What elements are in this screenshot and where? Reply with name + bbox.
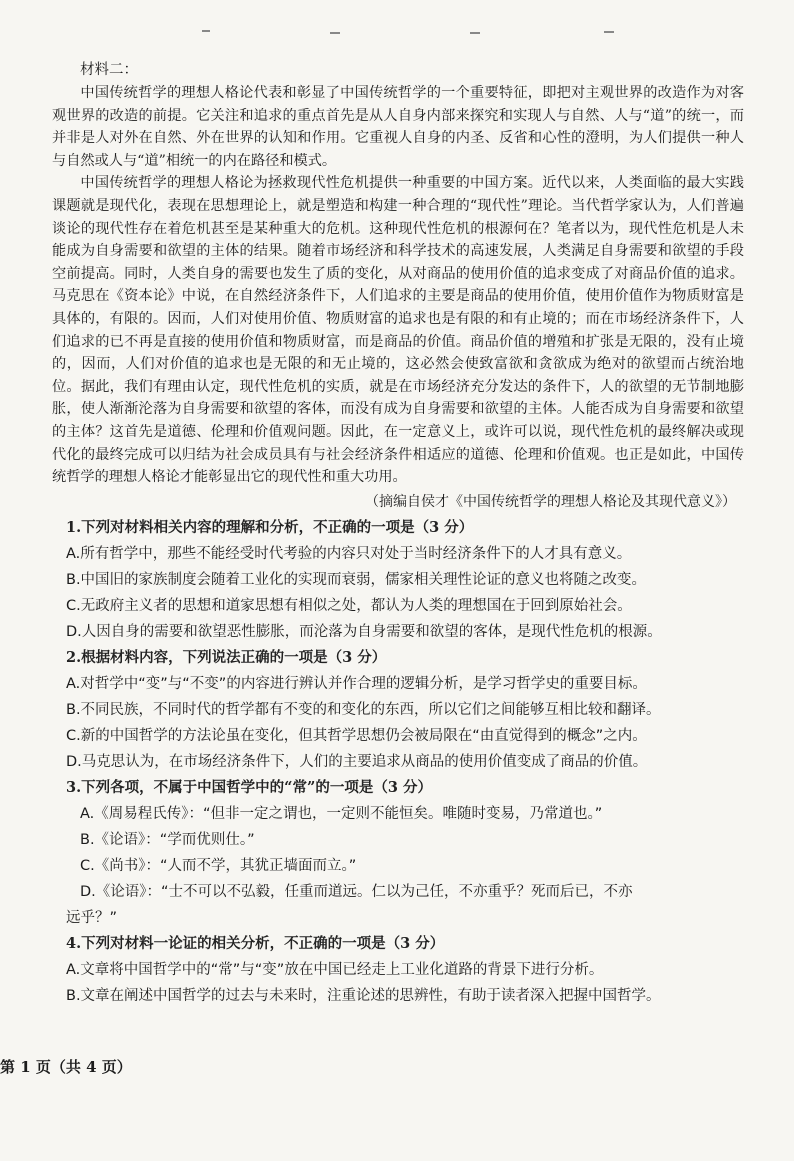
option-a: A.《周易程氏传》：“但非一定之谓也，一定则不能恒矣。唯随时变易，乃常道也。” <box>80 806 603 823</box>
option-a: A.文章将中国哲学中的“常”与“变”放在中国已经走上工业化道路的背景下进行分析。 <box>66 962 604 979</box>
material-source: （摘编自侯才《中国传统哲学的理想人格论及其现代意义》） <box>365 493 736 510</box>
scan-speck <box>470 32 480 34</box>
question-2 <box>66 645 744 775</box>
option-c: C.无政府主义者的思想和道家思想有相似之处，都认为人类的理想国在于回到原始社会。 <box>66 598 632 615</box>
option-b: B.文章在阐述中国哲学的过去与未来时，注重论述的思辨性，有助于读者深入把握中国哲学。 <box>66 988 661 1005</box>
option-d: D.《论语》：“士不可以不弘毅，任重而道远。仁以为己任，不亦重乎？死而后已，不亦 <box>80 884 633 901</box>
question-1 <box>66 515 744 645</box>
question-stem: 3.下列各项，不属于中国哲学中的“常”的一项是（3 分） <box>66 779 432 797</box>
option-d: D.马克思认为，在市场经济条件下，人们的主要追求从商品的使用价值变成了商品的价值。 <box>66 754 648 771</box>
material-paragraph-1: 中国传统哲学的理想人格论代表和彰显了中国传统哲学的一个重要特征，即把对主观世界的改造作为对客观世界的改造的前提。它关注和追求的重点首先是从人自身内部来探究和实现人与自然、人与“道”的统一，而并非是人对外在自然、外在世界的认知和作用。它重视人自身的内圣、反省和心性的澄明，为人们提供一种人与自然或人与“道”相统一的内在路径和模式。 <box>52 85 744 169</box>
question-4 <box>66 931 744 1009</box>
question-list <box>66 515 744 1009</box>
page-footer: 第 1 页（共 4 页） <box>0 1058 132 1076</box>
option-b: B.中国旧的家族制度会随着工业化的实现而衰弱，儒家相关理性论证的意义也将随之改变。 <box>66 572 647 589</box>
option-a: A.所有哲学中，那些不能经受时代考验的内容只对处于当时经济条件下的人才具有意义。 <box>66 546 632 563</box>
question-3 <box>66 775 744 931</box>
scan-speck <box>202 30 210 32</box>
scan-speck <box>330 32 340 34</box>
option-c: C.《尚书》：“人而不学，其犹正墙面而立。” <box>80 858 357 875</box>
option-b: B.《论语》：“学而优则仕。” <box>80 832 255 849</box>
scan-speck <box>604 31 614 33</box>
option-a: A.对哲学中“变”与“不变”的内容进行辨认并作合理的逻辑分析，是学习哲学史的重要目标。 <box>66 676 647 693</box>
question-stem: 2.根据材料内容，下列说法正确的一项是（3 分） <box>66 649 387 667</box>
material-paragraph-2: 中国传统哲学的理想人格论为拯救现代性危机提供一种重要的中国方案。近代以来，人类面临的最大实践课题就是现代化，表现在思想理论上，就是塑造和构建一种合理的“现代性”理论。当代哲学家认为，人们普遍谈论的现代性存在着危机甚至是某种重大的危机。这种现代性危机的根源何在？笔者以为，现代性危机是人未能成为自身需要和欲望的主体的结果。随着市场经济和科学技术的高速发展，人类满足自身需要和欲望的手段空前提高。同时，人类自身的需要也发生了质的变化，从对商品的使用价值的追求变成了对商品价值的追求。马克思在《资本论》中说，在自然经济条件下，人们追求的主要是商品的使用价值，使用价值作为物质财富是具体的，有限的。因而，人们对使用价值、物质财富的追求也是有限的和有止境的；而在市场经济条件下，人们追求的已不再是直接的使用价值和物质财富，而是商品的价值。商品价值的增殖和扩张是无限的，没有止境的，因而，人们对价值的追求也是无限的和无止境的，这必然会使致富欲和贪欲成为绝对的欲望而占统治地位。据此，我们有理由认定，现代性危机的实质，就是在市场经济充分发达的条件下，人的欲望的无节制地膨胀，使人渐渐沦落为自身需要和欲望的客体，而没有成为自身需要和欲望的主体。人能否成为自身需要和欲望的主体？这首先是道德、伦理和价值观问题。因此，在一定意义上，或许可以说，现代性危机的最终解决或现代化的最终完成可以归结为社会成员具有与社会经济条件相适应的道德、伦理和价值观。也正是如此，中国传统哲学的理想人格论才能彰显出它的现代性和重大功用。 <box>52 175 744 486</box>
material-label: 材料二： <box>80 62 138 78</box>
option-b: B.不同民族，不同时代的哲学都有不变的和变化的东西，所以它们之间能够互相比较和翻译。 <box>66 702 661 719</box>
question-stem: 4.下列对材料一论证的相关分析，不正确的一项是（3 分） <box>66 935 445 953</box>
option-d: D.人因自身的需要和欲望恶性膨胀，而沦落为自身需要和欲望的客体，是现代性危机的根源。 <box>66 624 662 641</box>
option-d-continued: 远乎？” <box>66 910 118 927</box>
option-c: C.新的中国哲学的方法论虽在变化，但其哲学思想仍会被局限在“由直觉得到的概念”之内。 <box>66 728 647 745</box>
question-stem: 1.下列对材料相关内容的理解和分析，不正确的一项是（3 分） <box>66 519 474 537</box>
